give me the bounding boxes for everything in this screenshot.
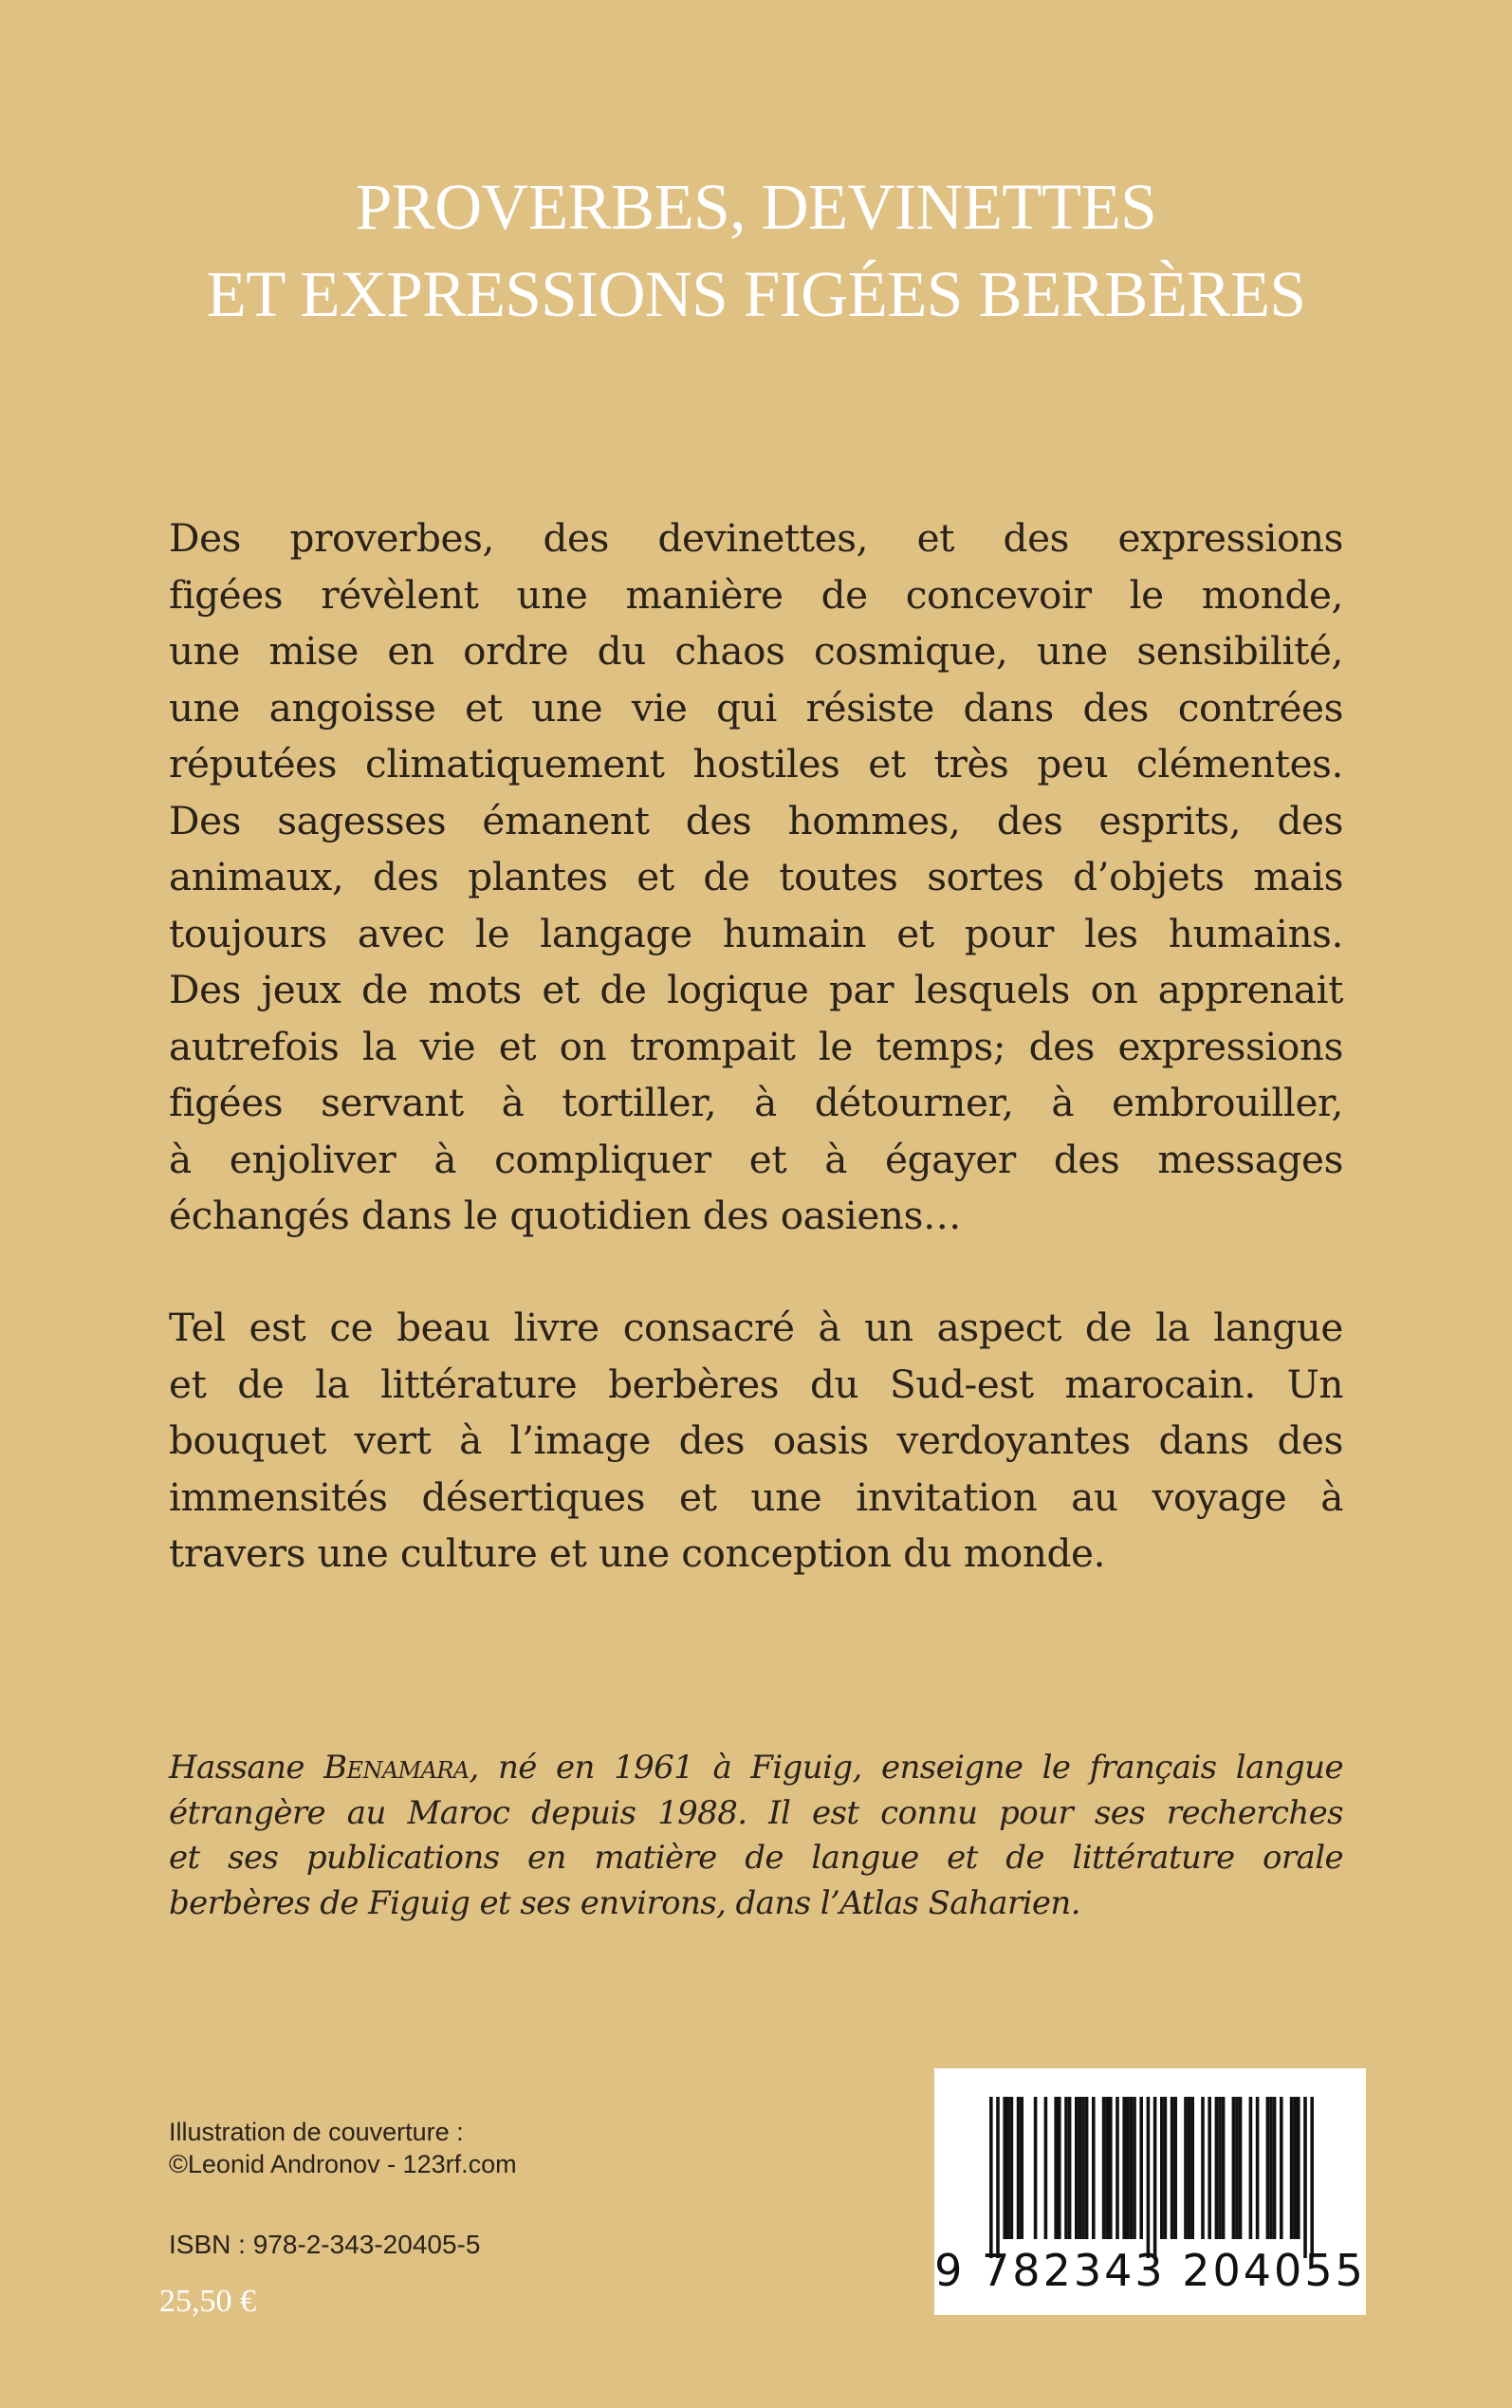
text-line: travers une culture et une conception du monde.: [169, 1530, 1106, 1576]
text-line: animaux, des plantes et de toutes sortes d’objets mais: [169, 854, 1343, 899]
barcode-bar: [1102, 2097, 1106, 2239]
barcode-bar: [1122, 2097, 1126, 2239]
text-line: et ses publications en matière de langue et de littérature orale: [169, 1839, 1343, 1877]
text-line: toujours avec le langage humain et pour les humains.: [169, 910, 1343, 956]
credits-label: Illustration de couverture :: [169, 2118, 464, 2146]
barcode-bar: [996, 2097, 1000, 2258]
bio-line-1-rest: , né en 1961 à Figuig, enseigne le français langue: [469, 1749, 1343, 1787]
barcode-bar: [1075, 2097, 1079, 2239]
barcode-bar: [1218, 2097, 1222, 2239]
barcode-bar: [1239, 2097, 1243, 2239]
barcode-bar: [1058, 2097, 1061, 2239]
barcode-bar: [1139, 2097, 1143, 2239]
barcode-bar: [1003, 2097, 1006, 2239]
barcode-bar: [1256, 2097, 1260, 2239]
barcode-bar: [1310, 2097, 1314, 2258]
barcode-bar: [1160, 2097, 1164, 2239]
barcode-bar: [1293, 2097, 1297, 2239]
barcode-bar: [1190, 2097, 1194, 2239]
text-line: berbères de Figuig et ses environs, dans l’Atlas Saharien.: [169, 1883, 1080, 1922]
barcode-bar: [1109, 2097, 1113, 2239]
text-line: étrangère au Maroc depuis 1988. Il est connu pour ses recherches: [169, 1793, 1343, 1832]
barcode-bar: [1044, 2097, 1048, 2239]
barcode-bar: [1147, 2097, 1151, 2258]
barcode-bar: [1085, 2097, 1089, 2239]
barcode-bar: [1208, 2097, 1211, 2239]
text-line: figées servant à tortiller, à détourner, à embrouiller,: [169, 1080, 1343, 1125]
barcode-bar: [1266, 2097, 1270, 2239]
barcode-bar: [1054, 2097, 1058, 2239]
barcode-bar: [1081, 2097, 1085, 2239]
barcode-bar: [1188, 2097, 1191, 2239]
barcode-bar: [1034, 2097, 1038, 2239]
barcode-bar: [1079, 2097, 1082, 2239]
book-title: [0, 163, 1512, 338]
barcode-bar: [1116, 2097, 1119, 2239]
text-line: réputées climatiquement hostiles et très peu clémentes.: [169, 741, 1343, 787]
barcode-bar: [1020, 2097, 1023, 2239]
barcode: [934, 2068, 1366, 2315]
description-paragraph-1: [169, 510, 1343, 1245]
text-line: [169, 1746, 1343, 1791]
text-line: et de la littérature berbères du Sud-est marocain. Un: [169, 1361, 1343, 1407]
text-line: Des jeux de mots et de logique par lesquels on apprenait: [169, 967, 1343, 1012]
text-line: figées révèlent une manière de concevoir le monde,: [169, 571, 1343, 618]
barcode-bar: [1184, 2097, 1188, 2239]
title-line-1: PROVERBES, DEVINETTES: [355, 171, 1157, 243]
barcode-bar: [1269, 2097, 1273, 2239]
barcode-bar: [1006, 2097, 1010, 2239]
barcode-bar: [1290, 2097, 1294, 2239]
barcode-digits: 9 782343 204055: [934, 2245, 1366, 2296]
barcode-bar: [1153, 2097, 1157, 2258]
text-line: à enjoliver à compliquer et à égayer des messages: [169, 1136, 1343, 1182]
barcode-bar: [1273, 2097, 1277, 2239]
barcode-bar: [1130, 2097, 1134, 2239]
barcode-bar: [1017, 2097, 1021, 2239]
text-line: Des proverbes, des devinettes, et des expressions: [169, 515, 1343, 561]
cover-credits: [169, 2116, 738, 2180]
barcode-bar: [1133, 2097, 1136, 2239]
barcode-bar: [1171, 2097, 1174, 2239]
barcode-bar: [1201, 2097, 1205, 2239]
credits-value: ©Leonid Andronov - 123rf.com: [169, 2150, 517, 2178]
price: 25,50 €: [159, 2284, 256, 2319]
barcode-bar: [1164, 2097, 1168, 2239]
text-line: Tel est ce beau livre consacré à un aspect de la langue: [169, 1305, 1343, 1350]
text-line: autrefois la vie et on trompait le temps; des expressions: [169, 1023, 1343, 1069]
barcode-bar: [1215, 2097, 1219, 2239]
barcode-bar: [1092, 2097, 1096, 2239]
barcode-bar: [1010, 2097, 1014, 2239]
barcode-bar: [1280, 2097, 1283, 2239]
barcode-bar: [1235, 2097, 1239, 2239]
text-line: échangés dans le quotidien des oasiens…: [169, 1193, 962, 1238]
text-line: une angoisse et une vie qui résiste dans des contrées: [169, 684, 1343, 731]
author-last-name: Benamara: [323, 1749, 470, 1787]
description-paragraph-2: [169, 1300, 1343, 1583]
barcode-bar: [1249, 2097, 1253, 2239]
author-first-name: Hassane: [169, 1749, 304, 1787]
barcode-bar: [1105, 2097, 1109, 2239]
title-line-2: ET EXPRESSIONS FIGÉES BERBÈRES: [206, 258, 1306, 330]
barcode-bar: [1232, 2097, 1236, 2239]
barcode-bar: [1126, 2097, 1130, 2239]
text-line: Des sagesses émanent des hommes, des esprits, des: [169, 797, 1343, 843]
barcode-bar: [1064, 2097, 1068, 2239]
text-line: une mise en ordre du chaos cosmique, une sensibilité,: [169, 628, 1343, 674]
text-line: bouquet vert à l’image des oasis verdoyantes dans des: [169, 1417, 1343, 1463]
barcode-bar: [1297, 2097, 1300, 2239]
isbn: ISBN : 978-2-343-20405-5: [169, 2230, 481, 2259]
barcode-bar: [989, 2097, 993, 2258]
barcode-bar: [1068, 2097, 1072, 2239]
text-line: immensités désertiques et une invitation au voyage à: [169, 1473, 1343, 1520]
barcode-bar: [1173, 2097, 1177, 2239]
barcode-bar: [1222, 2097, 1226, 2239]
barcode-bar: [1303, 2097, 1307, 2258]
author-bio: [169, 1746, 1343, 1926]
